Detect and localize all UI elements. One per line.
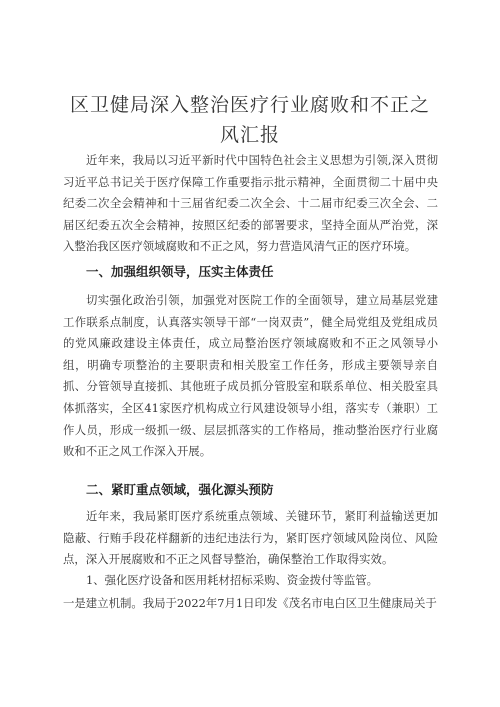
section2-heading: 二、紧盯重点领域，强化源头预防 [86,482,274,497]
document-title-line1: 区卫健局深入整治医疗行业腐败和不正之 [69,94,430,116]
subsection1-heading: 1、强化医疗设备和医用耗材招标采购、资金拨付等监管。 [86,573,379,587]
section1-paragraph: 切实强化政治引领，加强党对医院工作的全面领导，建立局基层党建工作联系点制度，认真落实领导干部“一岗双责”，健全局党组及党组成员的党风廉政建设主体责任，成立局整治医疗领域腐败和不正之风领导小组，明确专项整治的主要职责和相关股室工作任务，形成主要领导亲自抓、分管领导直接抓、其他班子成员抓分管股室和联系单位、相关股室具体抓落实，全区41家医疗机构成立行风建设领导小组，落实专（兼职）工作人员，形成一级抓一级、层层抓落实的工作格局，推动整治医疗行业腐败和不正之风工作深入开展。 [63,293,438,459]
document-title-line2: 风汇报 [219,124,280,146]
final-line: 一是建立机制。我局于2022年7月1日印发《茂名市电白区卫生健康局关于 [63,596,437,610]
intro-paragraph: 近年来，我局以习近平新时代中国特色社会主义思想为引领,深入贯彻习近平总书记关于医疗保障工作重要指示批示精神，全面贯彻二十届中央纪委二次全会精神和十三届省纪委二次全会、十二届市纪委三次全会、二届区纪委五次全会精神，按照区纪委的部署要求，坚持全面从严治党，深入整治我区医疗领域腐败和不正之风，努力营造风清气正的医疗环境。 [63,153,438,254]
section2-paragraph: 近年来，我局紧盯医疗系统重点领域、关键环节，紧盯利益输送更加隐蔽、行贿手段花样翻新的违纪违法行为，紧盯医疗领域风险岗位、风险点，深入开展腐败和不正之风督导整治，确保整治工作取得实效。 [63,509,438,567]
section1-heading: 一、加强组织领导，压实主体责任 [86,264,274,279]
